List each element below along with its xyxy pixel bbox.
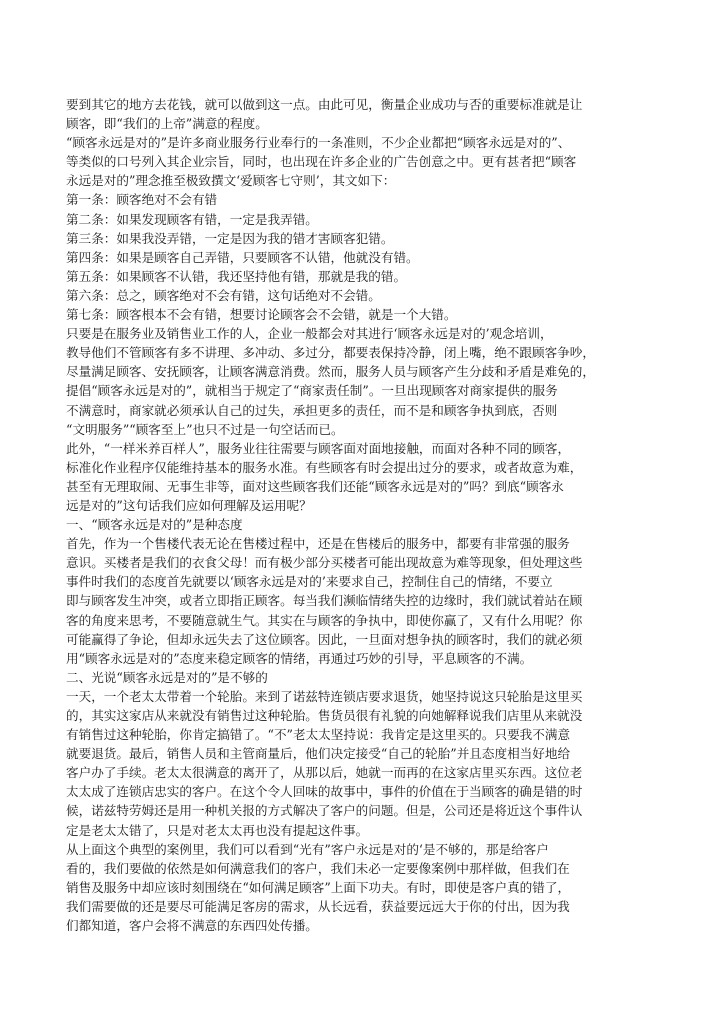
text-line: 只要是在服务业及销售业工作的人，企业一般都会对其进行‘顾客永远是对的’观念培训， [66, 326, 553, 342]
text-line: 太太成了连锁店忠实的客户。在这个令人回味的故事中，事件的价值在于当顾客的确是错的时 [66, 784, 583, 800]
text-line: 候，诺兹特劳姆还是用一种机关报的方式解决了客户的问题。但是，公司还是将近这个事件认 [66, 803, 583, 819]
text-line: 永远是对的”理念推至极致撰文‘爱顾客七守则’，其文如下： [66, 173, 396, 189]
text-line: 看的，我们要做的依然是如何满意我们的客户，我们未必一定要像案例中那样做，但我们在 [66, 860, 570, 876]
text-line: 意识。买楼者是我们的衣食父母！而有极少部分买楼者可能出现故意为难等现象，但处理这些 [66, 555, 583, 571]
text-line: 的，其实这家店从来就没有销售过这种轮胎。售货员很有礼貌的向她解释说我们店里从来就没 [66, 708, 583, 723]
text-line: 一、“顾客永远是对的”是种态度 [66, 517, 243, 533]
text-line: 第四条：如果是顾客自己弄错，只要顾客不认错，他就没有错。 [66, 249, 419, 265]
text-line: “文明服务”“顾客至上”也只不过是一句空话而已。 [66, 421, 344, 437]
text-line: 甚至有无理取闹、无事生非等，面对这些顾客我们还能“顾客永远是对的”吗？到底“顾客永 [66, 478, 564, 494]
text-line: 要到其它的地方去花钱，就可以做到这一点。由此可见，衡量企业成功与否的重要标准就是让 [66, 97, 583, 112]
text-line: 从上面这个典型的案例里，我们可以看到“光有”客户永远是对的‘是不够的，那是给客户 [66, 841, 549, 857]
text-line: 就要退货。最后，销售人员和主管商量后，他们决定接受“自己的轮胎”并且态度相当好地给 [66, 746, 571, 762]
text-line: 即与顾客发生冲突，或者立即指正顾客。每当我们濒临情绪失控的边缘时，我们就试着站在顾 [66, 593, 583, 609]
text-line: 事件时我们的态度首先就要以‘顾客永远是对的’来要求自己，控制住自己的情绪，不要立 [66, 574, 553, 590]
text-line: 首先，作为一个售楼代表无论在售楼过程中，还是在售楼后的服务中，都要有非常强的服务 [66, 536, 570, 552]
text-line: 教导他们不管顾客有多不讲理、多冲动、多过分，都要表保持冷静，闭上嘴，绝不跟顾客争吵， [66, 345, 595, 361]
text-line: 可能赢得了争论，但却永远失去了这位顾客。因此，一旦面对想争执的顾客时，我们的就必须 [66, 631, 583, 647]
text-line: 提倡“顾客永远是对的”，就相当于规定了“商家责任制”。一旦出现顾客对商家提供的服务 [66, 383, 558, 399]
text-line: 第二条：如果发现顾客有错，一定是我弄错。 [66, 211, 318, 227]
text-line: 客户办了手续。老太太很满意的离开了，从那以后，她就一而再的在这家店里买东西。这位老 [66, 765, 583, 781]
text-line: 顾客，即“我们的上帝”满意的程度。 [66, 116, 268, 132]
text-line: 用“顾客永远是对的”态度来稳定顾客的情绪，再通过巧妙的引导，平息顾客的不满。 [66, 650, 533, 666]
document-body [66, 95, 666, 935]
text-line: 们都知道，客户会将不满意的东西四处传播。 [66, 918, 318, 934]
text-line: 第六条：总之，顾客绝对不会有错，这句话绝对不会错。 [66, 287, 381, 303]
text-line: 第三条：如果我没弄错，一定是因为我的错才害顾客犯错。 [66, 230, 394, 246]
text-line: 我们需要做的还是要尽可能满足客房的需求，从长远看，获益要远远大于你的付出，因为我 [66, 898, 570, 914]
text-line: 尽量满足顾客、安抚顾客，让顾客满意消费。然而，服务人员与顾客产生分歧和矛盾是难免的， [66, 364, 595, 380]
text-line: 第七条：顾客根本不会有错，想要讨论顾客会不会错，就是一个大错。 [66, 307, 457, 323]
text-line: 等类似的口号列入其企业宗旨，同时，也出现在许多企业的广告创意之中。更有甚者把“顾客 [66, 154, 577, 170]
text-line: 标准化作业程序仅能维持基本的服务水准。有些顾客有时会提出过分的要求，或者故意为难， [66, 459, 583, 475]
text-line: 有销售过这种轮胎，你肯定搞错了。“不”老太太坚持说：我肯定是这里买的。只要我不满意 [66, 727, 571, 743]
text-line: 一天，一个老太太带着一个轮胎。来到了诺兹特连锁店要求退货，她坚持说这只轮胎是这里买 [66, 688, 583, 704]
text-line: 第一条：顾客绝对不会有错 [66, 192, 218, 208]
text-line: 客的角度来思考，不要随意就生气。其实在与顾客的争执中，即使你赢了，又有什么用呢？你 [66, 612, 583, 628]
text-line: 二、光说“顾客永远是对的”是不够的 [66, 669, 268, 685]
text-line: 不满意时，商家就必须承认自己的过失，承担更多的责任，而不是和顾客争执到底，否则 [66, 402, 558, 418]
text-line: 销售及服务中却应该时刻围绕在“如何满足顾客”上面下功夫。有时，即使是客户真的错了， [66, 879, 571, 895]
text-line: 定是老太太错了，只是对老太太再也没有提起这件事。 [66, 822, 369, 838]
text-line: 此外，“一样米养百样人”，服务业往往需要与顾客面对面地接触，而面对各种不同的顾客， [66, 440, 571, 456]
text-line: 第五条：如果顾客不认错，我还坚持他有错，那就是我的错。 [66, 268, 407, 284]
text-line: 远是对的”这句话我们应如何理解及运用呢？ [66, 497, 312, 513]
text-line: “顾客永远是对的”是许多商业服务行业奉行的一条准则，不少企业都把“顾客永远是对的”、 [66, 135, 571, 151]
